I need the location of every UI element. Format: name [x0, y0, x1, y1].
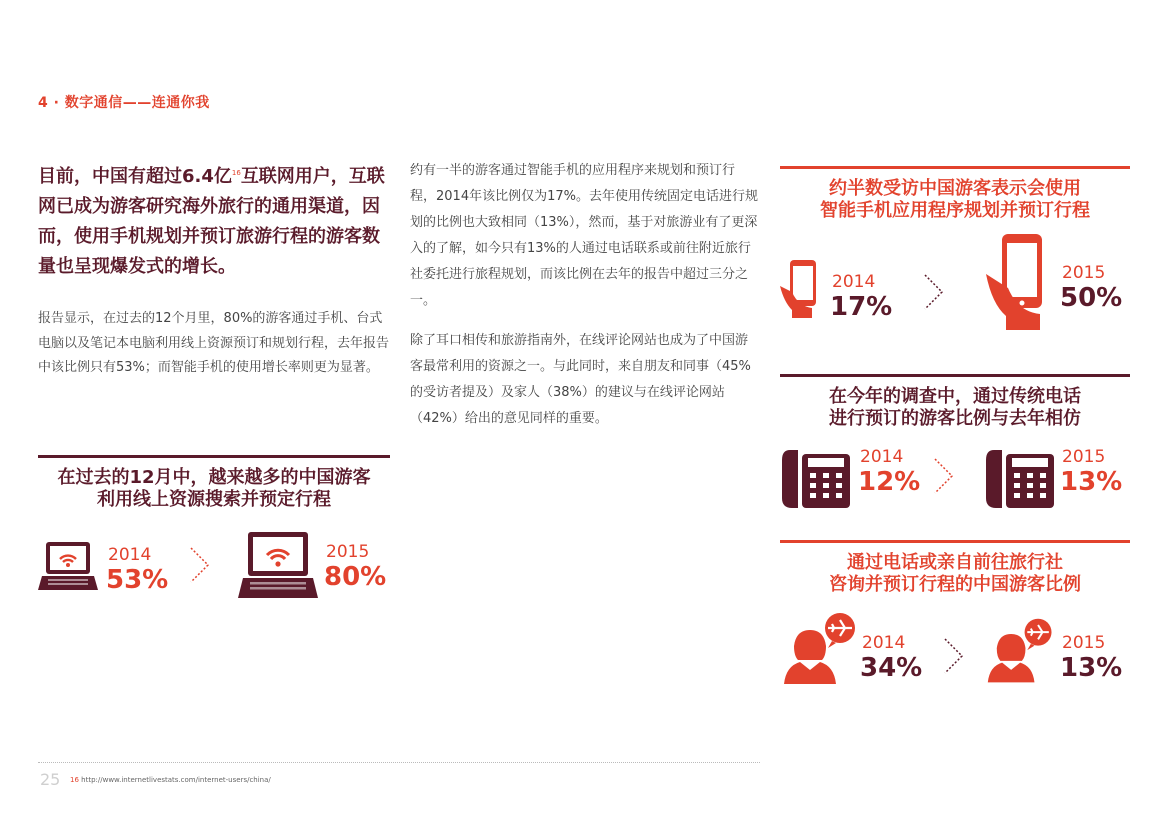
stat-agency-title: 通过电话或亲自前往旅行社 咨询并预订行程的中国游客比例 [829, 552, 1081, 595]
stat-app-to-year: 2015 [1062, 263, 1106, 283]
desk-phone-icon [780, 446, 852, 510]
stat-phone-title: 在今年的调查中，通过传统电话 进行预订的游客比例与去年相仿 [829, 386, 1081, 429]
stat-divider [780, 540, 1130, 543]
chevron-right-icon [932, 456, 958, 496]
footnote-ref[interactable]: 16 [231, 169, 241, 177]
agent-airplane-icon [782, 612, 860, 686]
lead-paragraph: 目前，中国有超过6.4亿$^{16}$互联网用户，互联网已成为游客研究海外旅行的通用渠道，因而，使用手机规划并预订旅游行程的游客数量也呈现爆发式的增长。 [38, 166, 385, 277]
stat-divider [38, 455, 390, 458]
chevron-right-icon [942, 636, 968, 676]
stat-online-from-value: 53% [106, 565, 169, 595]
stat-agency-from-year: 2014 [862, 633, 906, 653]
stat-app-to-value: 50% [1060, 283, 1123, 313]
section-header: 4 · 数字通信——连通你我 [38, 95, 210, 111]
smartphone-hand-icon [778, 258, 826, 320]
footnote [70, 776, 271, 784]
stat-online-to-value: 80% [324, 562, 387, 592]
footnote-number: 16 [70, 776, 79, 784]
stat-phone-to-year: 2015 [1062, 447, 1106, 467]
stat-app-from-year: 2014 [832, 272, 876, 292]
stat-app-title: 约半数受访中国游客表示会使用 智能手机应用程序规划并预订行程 [820, 178, 1090, 221]
stat-online-to-year: 2015 [326, 542, 370, 562]
stat-app-from-value: 17% [830, 292, 893, 322]
footer-divider [38, 762, 760, 763]
body-paragraph: 约有一半的游客通过智能手机的应用程序来规划和预订行程，2014年该比例仅为17%。去年使用传统固定电话进行规划的比例也大致相同（13%），然而，基于对旅游业有了更深入的了解，如今只有13%的人通过电话联系或前往附近旅行社委托进行旅程规划，而该比例在去年的报告中超过三分之一。 [410, 163, 758, 308]
agent-airplane-icon-2015 [986, 616, 1056, 686]
footnote-link[interactable]: http://www.internetlivestats.com/internet-users/china/ [81, 776, 271, 784]
chevron-right-icon [188, 545, 214, 585]
stat-agency-to-value: 13% [1060, 653, 1123, 683]
chevron-right-icon [922, 272, 948, 312]
stat-phone-from-value: 12% [858, 467, 921, 497]
stat-agency-to-year: 2015 [1062, 633, 1106, 653]
desk-phone-icon-2015 [984, 446, 1056, 510]
stat-agency-from-value: 34% [860, 653, 923, 683]
stat-divider [780, 374, 1130, 377]
smartphone-hand-icon-large [984, 232, 1054, 332]
stat-online-title: 在过去的12月中，越来越多的中国游客 利用线上资源搜索并预定行程 [57, 467, 371, 510]
stat-phone-from-year: 2014 [860, 447, 904, 467]
stat-divider [780, 166, 1130, 169]
laptop-wifi-icon-large [238, 530, 318, 602]
stat-phone-to-value: 13% [1060, 467, 1123, 497]
body-paragraph: 报告显示，在过去的12个月里，80%的游客通过手机、台式电脑以及笔记本电脑利用线上资源预订和规划行程，去年报告中该比例只有53%；而智能手机的使用增长率则更为显著。 [38, 311, 390, 375]
stat-online-from-year: 2014 [108, 545, 152, 565]
laptop-wifi-icon [38, 540, 98, 594]
body-paragraph: 除了耳口相传和旅游指南外，在线评论网站也成为了中国游客最常利用的资源之一。与此同时，来自朋友和同事（45%的受访者提及）及家人（38%）的建议与在线评论网站（42%）给出的意见同样的重要。 [410, 333, 751, 426]
body-column-2 [410, 158, 760, 446]
page-number: 25 [40, 770, 61, 789]
